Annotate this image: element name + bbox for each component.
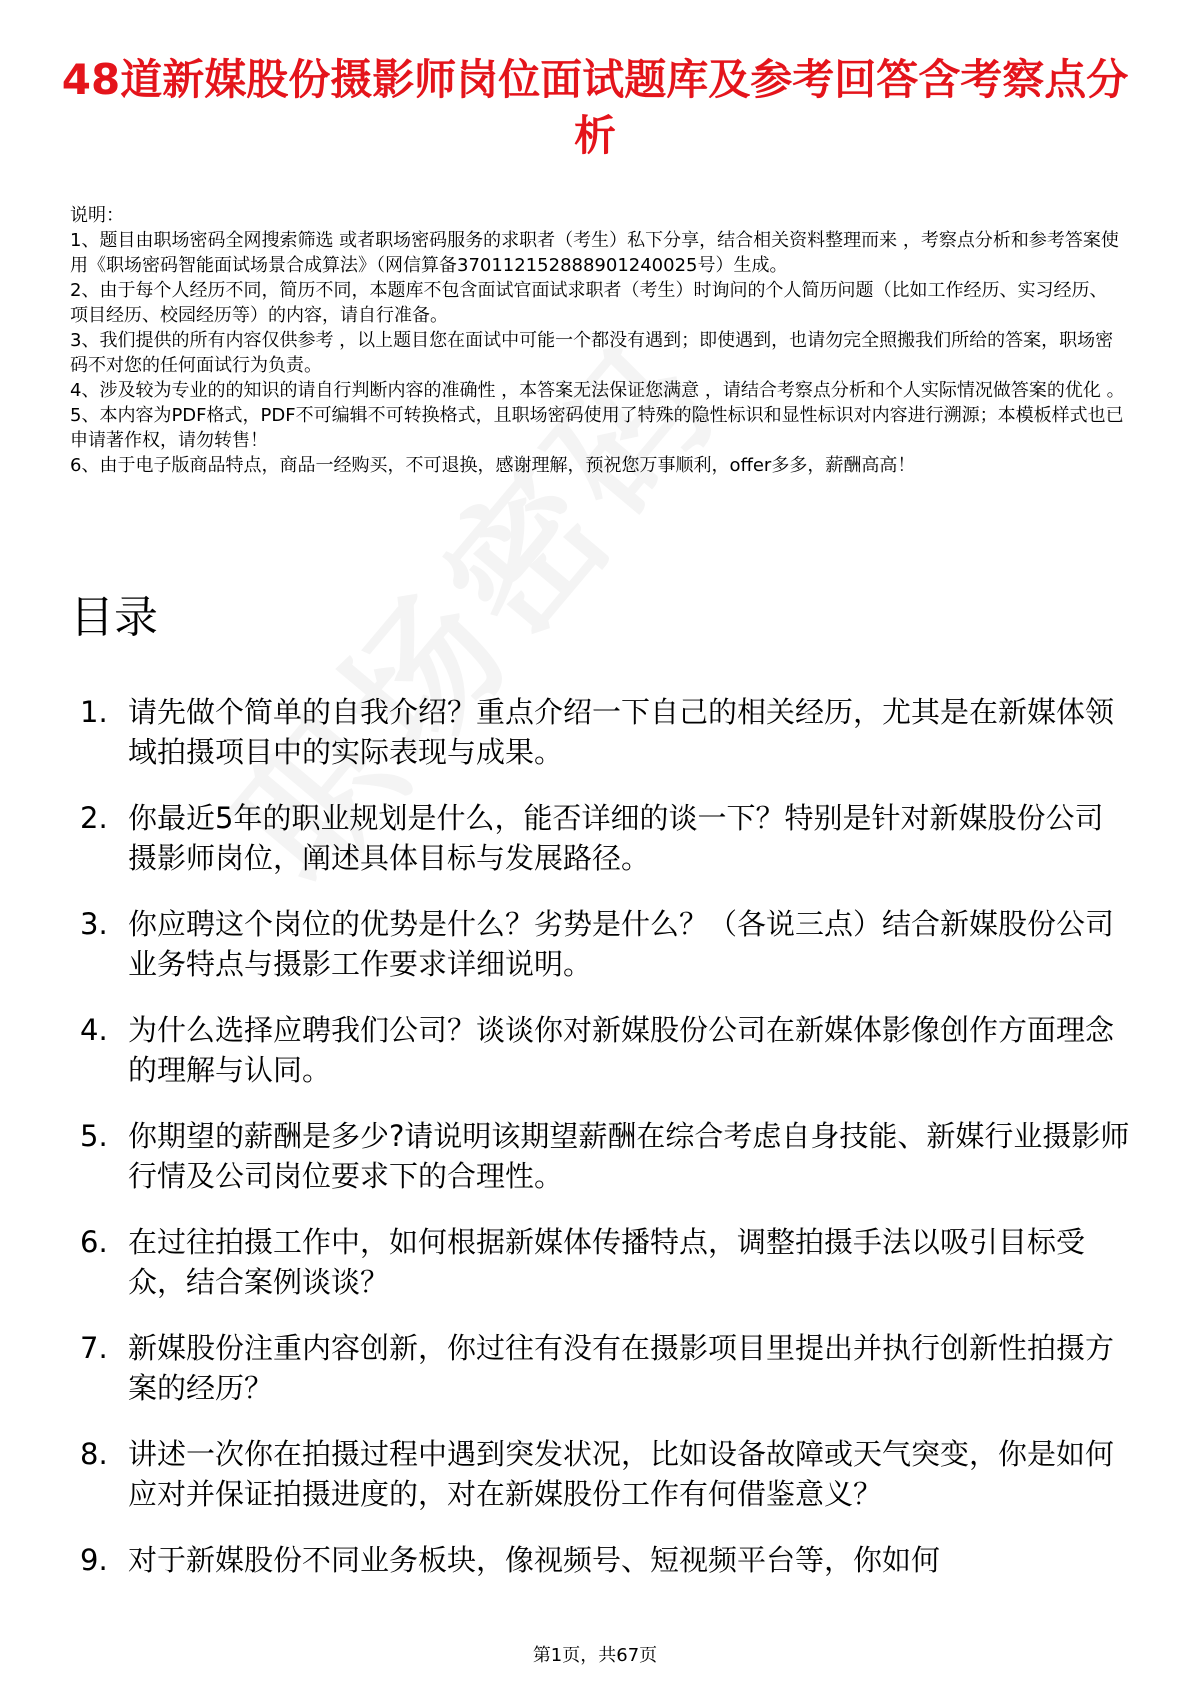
toc-item-text: 为什么选择应聘我们公司？谈谈你对新媒股份公司在新媒体影像创作方面理念的理解与认同。 [128, 1013, 1115, 1087]
toc-item-text: 在过往拍摄工作中，如何根据新媒体传播特点，调整拍摄手法以吸引目标受众，结合案例谈谈？ [128, 1225, 1086, 1299]
toc-item-text: 请先做个简单的自我介绍？重点介绍一下自己的相关经历，尤其是在新媒体领域拍摄项目中的实际表现与成果。 [128, 695, 1115, 769]
toc-item-number: 5. [80, 1119, 108, 1153]
note-item: 4、涉及较为专业的的知识的请自行判断内容的准确性 ，本答案无法保证您满意 ，请结合考察点分析和个人实际情况做答案的优化 。 [70, 380, 1125, 401]
toc-item-number: 8. [80, 1437, 108, 1471]
toc-item-text: 你期望的薪酬是多少?请说明该期望薪酬在综合考虑自身技能、新媒行业摄影师行情及公司岗位要求下的合理性。 [128, 1119, 1130, 1193]
page-footer: 第1页，共67页 [532, 1645, 658, 1666]
toc-item-text: 你应聘这个岗位的优势是什么？劣势是什么？（各说三点）结合新媒股份公司业务特点与摄影工作要求详细说明。 [128, 907, 1115, 981]
toc-item[interactable] [80, 1222, 1130, 1302]
toc-item-text: 新媒股份注重内容创新，你过往有没有在摄影项目里提出并执行创新性拍摄方案的经历？ [128, 1331, 1115, 1405]
toc-item-text: 对于新媒股份不同业务板块，像视频号、短视频平台等，你如何 [128, 1543, 941, 1577]
toc-item[interactable] [80, 692, 1130, 772]
page-title: 48道新媒股份摄影师岗位面试题库及参考回答含考察点分析 [61, 55, 1129, 160]
toc-item[interactable] [80, 1010, 1130, 1090]
toc-list [80, 692, 1130, 1606]
note-item: 1、题目由职场密码全网搜索筛选 或者职场密码服务的求职者（考生）私下分享，结合相关资料整理而来 ，考察点分析和参考答案使用《职场密码智能面试场景合成算法》（网信算备370112152888901240025号）生成。 [70, 230, 1119, 276]
toc-item-number: 3. [80, 907, 108, 941]
toc-item-text: 讲述一次你在拍摄过程中遇到突发状况，比如设备故障或天气突变，你是如何应对并保证拍摄进度的，对在新媒股份工作有何借鉴意义？ [128, 1437, 1115, 1511]
toc-item[interactable] [80, 798, 1130, 878]
toc-item-text: 你最近5年的职业规划是什么，能否详细的谈一下？特别是针对新媒股份公司摄影师岗位，阐述具体目标与发展路径。 [128, 801, 1104, 875]
toc-item[interactable] [80, 1434, 1130, 1514]
notes-label: 说明： [70, 205, 124, 226]
note-item: 2、由于每个人经历不同，简历不同，本题库不包含面试官面试求职者（考生）时询问的个人简历问题（比如工作经历、实习经历、项目经历、校园经历等）的内容，请自行准备。 [70, 280, 1108, 326]
toc-item-number: 7. [80, 1331, 108, 1365]
note-item: 5、本内容为PDF格式，PDF不可编辑不可转换格式，且职场密码使用了特殊的隐性标识和显性标识对内容进行溯源；本模板样式也已申请著作权，请勿转售！ [70, 405, 1124, 451]
toc-item[interactable] [80, 1540, 1130, 1580]
toc-item-number: 1. [80, 695, 108, 729]
notes-section [70, 203, 1125, 478]
toc-item[interactable] [80, 1116, 1130, 1196]
note-item: 6、由于电子版商品特点，商品一经购买，不可退换，感谢理解，预祝您万事顺利，offer多多，薪酬高高！ [70, 455, 916, 476]
toc-item-number: 2. [80, 801, 108, 835]
toc-item-number: 4. [80, 1013, 108, 1047]
toc-heading: 目录 [70, 592, 158, 643]
note-item: 3、我们提供的所有内容仅供参考 ，以上题目您在面试中可能一个都没有遇到；即使遇到，也请勿完全照搬我们所给的答案，职场密码不对您的任何面试行为负责。 [70, 330, 1114, 376]
toc-item-number: 9. [80, 1543, 108, 1577]
toc-item-number: 6. [80, 1225, 108, 1259]
toc-item[interactable] [80, 1328, 1130, 1408]
toc-item[interactable] [80, 904, 1130, 984]
